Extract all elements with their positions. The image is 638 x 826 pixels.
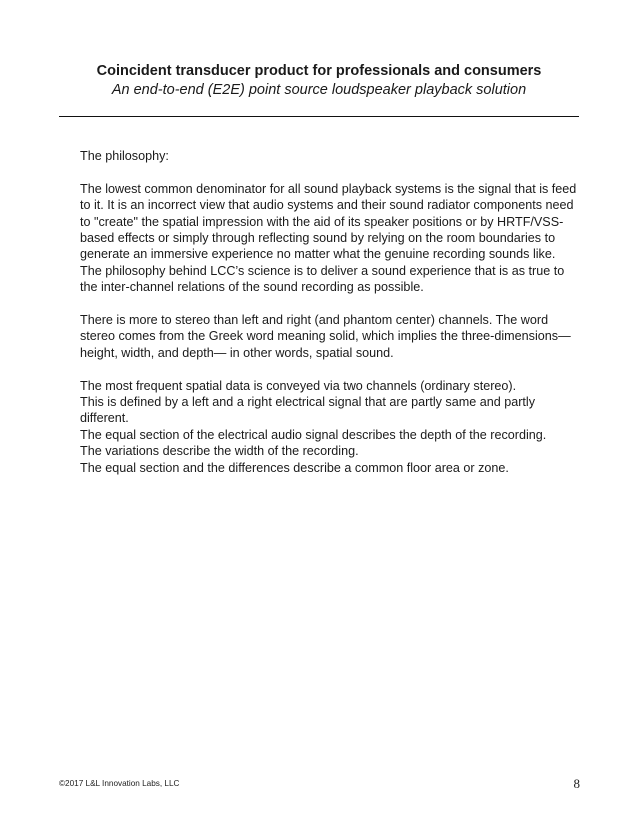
document-header: [0, 62, 638, 99]
page-number: 8: [573, 776, 580, 791]
text-line: The most frequent spatial data is conveyed via two channels (ordinary stereo).: [80, 378, 517, 393]
text-line: The variations describe the width of the recording.: [80, 444, 359, 459]
section-heading: The philosophy:: [80, 149, 169, 163]
document-title: Coincident transducer product for professionals and consumers: [96, 63, 542, 79]
paragraph-philosophy: The lowest common denominator for all sound playback systems is the signal that is feed to it. It is an incorrect view that audio systems and their sound radiator components need to "create" the spatial impression with the aid of its speaker positions or by HRTF/VSS-based effects or simply through reflecting sound by relying on the room boundaries to generate an immersive experience no matter what the genuine recording sounds like. The philosophy behind LCC’s science is to deliver a sound experience that is as true to the inter-channel relations of the sound recording as possible.: [80, 181, 577, 295]
footer-copyright: ©2017 L&L Innovation Labs, LLC: [59, 779, 180, 788]
document-subtitle: An end-to-end (E2E) point source loudspeaker playback solution: [111, 82, 527, 98]
text-line: This is defined by a left and a right electrical signal that are partly same and partly different.: [80, 395, 536, 426]
spatial-data-lines: [80, 378, 580, 476]
text-line: The equal section of the electrical audio signal describes the depth of the recording.: [80, 427, 547, 442]
header-divider: [59, 116, 579, 117]
paragraph-stereo: There is more to stereo than left and right (and phantom center) channels. The word stereo comes from the Greek word meaning solid, which implies the three-dimensions—height, width, and depth— in other words, spatial sound.: [80, 313, 571, 360]
document-body: [80, 148, 580, 476]
text-line: The equal section and the differences describe a common floor area or zone.: [80, 460, 509, 475]
